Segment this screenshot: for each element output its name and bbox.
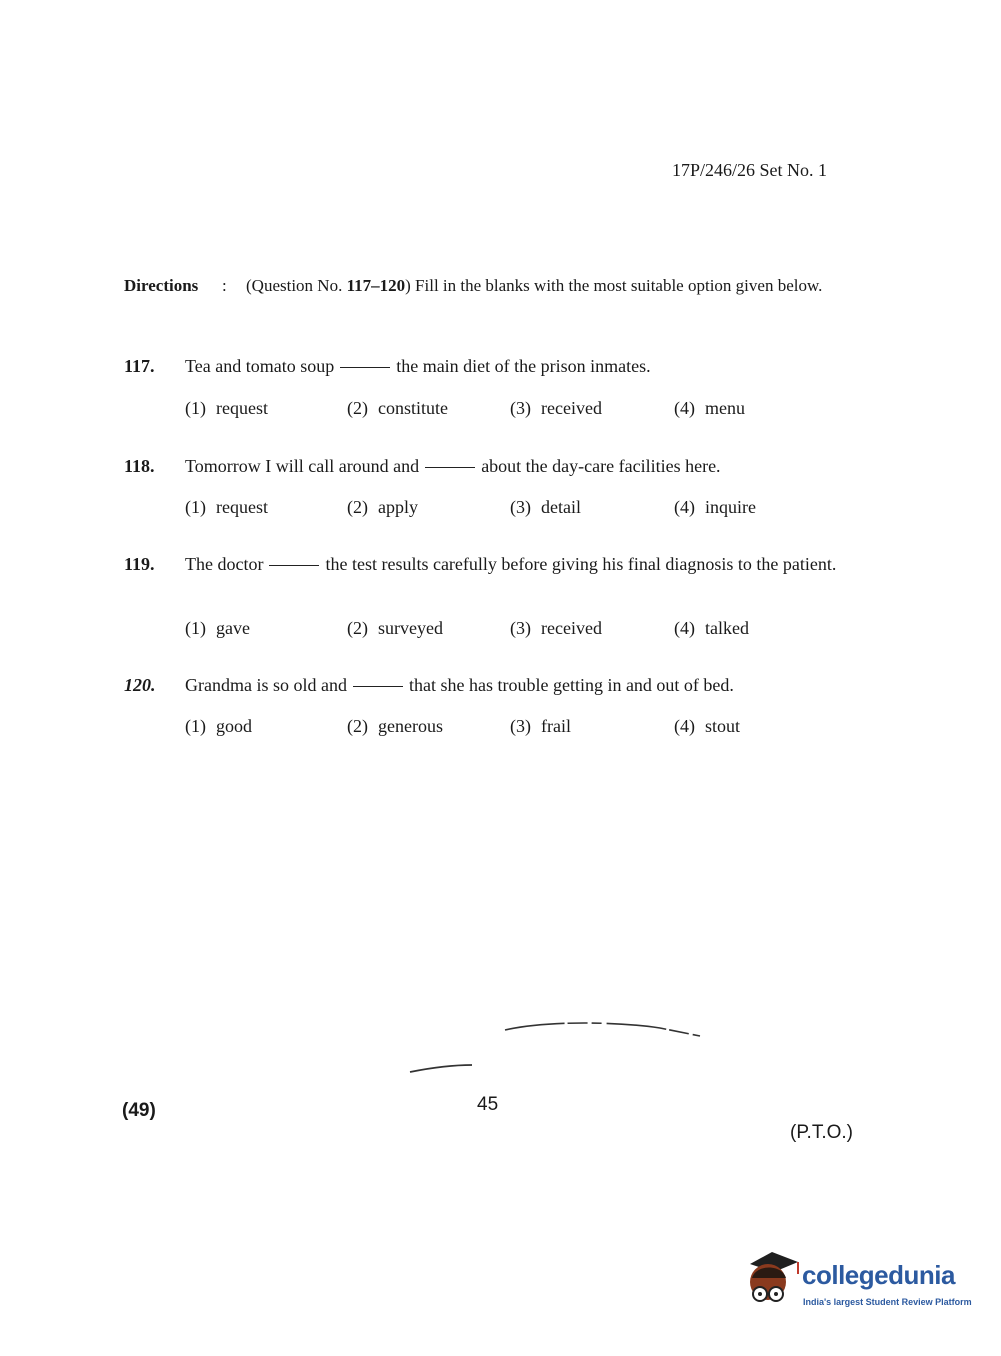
option-text: request (216, 398, 268, 418)
mascot-icon (742, 1250, 800, 1314)
blank-line (353, 686, 403, 687)
option-2 (347, 495, 418, 519)
directions-label: Directions (124, 276, 199, 295)
option-text: surveyed (378, 618, 443, 638)
option-2 (347, 396, 448, 420)
question-number: 118. (124, 456, 155, 476)
blank-line (340, 367, 390, 368)
option-num: (4) (674, 618, 695, 638)
scribble-mark (400, 1010, 710, 1080)
option-3 (510, 714, 571, 738)
booklet-code: (49) (122, 1100, 156, 1121)
question-number: 117. (124, 356, 155, 376)
options (185, 714, 845, 740)
option-num: (1) (185, 497, 206, 517)
stem-before: The doctor (185, 554, 264, 574)
directions-text-prefix: (Question No. (246, 276, 347, 295)
option-num: (4) (674, 497, 695, 517)
question-range: 117–120 (346, 276, 406, 295)
question-number: 119. (124, 554, 155, 574)
directions-text-suffix: ) Fill in the blanks with the most suitable option given below. (405, 276, 823, 295)
directions-text (246, 274, 866, 298)
options (185, 616, 845, 642)
option-num: (4) (674, 398, 695, 418)
option-2 (347, 714, 443, 738)
directions-colon: : (222, 276, 227, 295)
option-3 (510, 495, 581, 519)
stem-after: the main diet of the prison inmates. (396, 356, 651, 376)
option-4 (674, 616, 749, 640)
option-text: inquire (705, 497, 756, 517)
stem-after: the test results carefully before giving his final diagnosis to the patient. (325, 554, 837, 574)
options (185, 495, 845, 521)
option-num: (3) (510, 398, 531, 418)
question-stem (185, 454, 860, 478)
option-num: (3) (510, 497, 531, 517)
stem-before: Grandma is so old and (185, 675, 347, 695)
brand-tagline: India's largest Student Review Platform (803, 1297, 972, 1307)
option-1 (185, 714, 252, 738)
collegedunia-logo (742, 1250, 972, 1320)
stem-after: about the day-care facilities here. (481, 456, 721, 476)
option-text: request (216, 497, 268, 517)
blank-line (269, 565, 319, 566)
option-text: good (216, 716, 252, 736)
question-stem (185, 552, 860, 576)
question-stem (185, 354, 860, 378)
question-stem (185, 673, 860, 697)
option-text: menu (705, 398, 745, 418)
option-3 (510, 396, 602, 420)
option-num: (3) (510, 716, 531, 736)
option-num: (2) (347, 497, 368, 517)
page-number: 45 (477, 1094, 499, 1115)
option-text: frail (541, 716, 571, 736)
option-text: generous (378, 716, 443, 736)
option-num: (1) (185, 716, 206, 736)
brand-name: collegedunia (802, 1260, 955, 1290)
option-3 (510, 616, 602, 640)
option-num: (2) (347, 716, 368, 736)
options (185, 396, 845, 422)
blank-line (425, 467, 475, 468)
option-text: detail (541, 497, 581, 517)
option-4 (674, 396, 745, 420)
option-num: (4) (674, 716, 695, 736)
option-text: talked (705, 618, 749, 638)
option-num: (2) (347, 398, 368, 418)
option-text: constitute (378, 398, 448, 418)
option-num: (3) (510, 618, 531, 638)
option-text: apply (378, 497, 418, 517)
option-text: received (541, 398, 602, 418)
option-4 (674, 495, 756, 519)
option-1 (185, 396, 268, 420)
option-1 (185, 495, 268, 519)
option-num: (2) (347, 618, 368, 638)
option-num: (1) (185, 398, 206, 418)
stem-before: Tomorrow I will call around and (185, 456, 420, 476)
option-1 (185, 616, 250, 640)
question-number: 120. (124, 675, 156, 695)
stem-after: that she has trouble getting in and out of bed. (408, 675, 734, 695)
option-2 (347, 616, 443, 640)
option-num: (1) (185, 618, 206, 638)
option-text: stout (705, 716, 741, 736)
option-4 (674, 714, 740, 738)
pto-label: (P.T.O.) (790, 1122, 853, 1143)
option-text: received (541, 618, 602, 638)
option-text: gave (216, 618, 250, 638)
stem-before: Tea and tomato soup (185, 356, 335, 376)
set-number: 17P/246/26 Set No. 1 (672, 160, 828, 180)
